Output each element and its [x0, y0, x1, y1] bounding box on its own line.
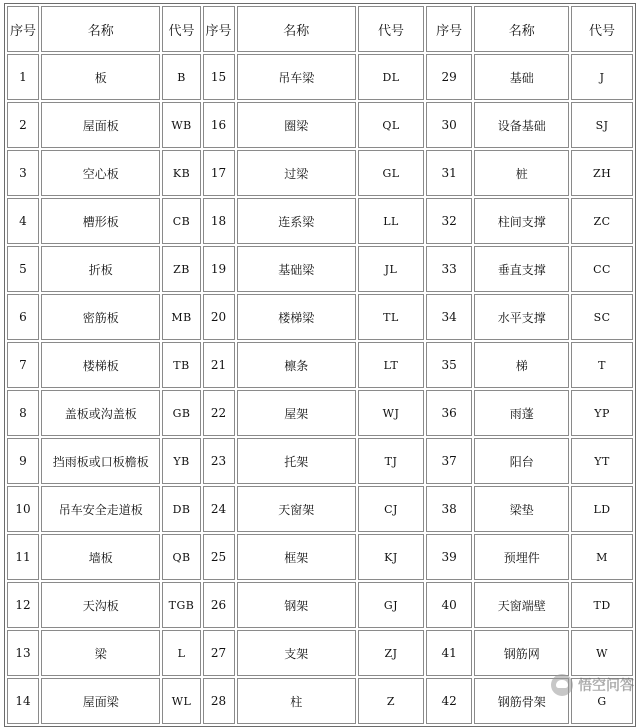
code-cell: KJ — [358, 534, 424, 580]
index-cell: 29 — [426, 54, 472, 100]
index-cell: 39 — [426, 534, 472, 580]
name-cell: 支架 — [237, 630, 357, 676]
code-cell: LT — [358, 342, 424, 388]
watermark — [551, 672, 634, 698]
name-cell: 钢架 — [237, 582, 357, 628]
column-header-index: 序号 — [426, 6, 472, 52]
name-cell: 梯 — [474, 342, 569, 388]
column-header-code: 代号 — [358, 6, 424, 52]
table-header-row — [7, 6, 633, 52]
index-cell: 4 — [7, 198, 39, 244]
name-cell: 过梁 — [237, 150, 357, 196]
index-cell: 5 — [7, 246, 39, 292]
index-cell: 11 — [7, 534, 39, 580]
name-cell: 设备基础 — [474, 102, 569, 148]
column-header-index: 序号 — [7, 6, 39, 52]
table-row — [7, 342, 633, 388]
table-row — [7, 678, 633, 724]
code-cell: LL — [358, 198, 424, 244]
index-cell: 9 — [7, 438, 39, 484]
name-cell: 阳台 — [474, 438, 569, 484]
code-cell: ZC — [571, 198, 633, 244]
name-cell: 框架 — [237, 534, 357, 580]
table-row — [7, 294, 633, 340]
name-cell: 挡雨板或口板檐板 — [41, 438, 161, 484]
code-cell: MB — [162, 294, 200, 340]
name-cell: 墙板 — [41, 534, 161, 580]
name-cell: 屋架 — [237, 390, 357, 436]
index-cell: 10 — [7, 486, 39, 532]
index-cell: 22 — [203, 390, 235, 436]
name-cell: 圈梁 — [237, 102, 357, 148]
name-cell: 预埋件 — [474, 534, 569, 580]
column-header-name: 名称 — [41, 6, 161, 52]
name-cell: 柱间支撑 — [474, 198, 569, 244]
index-cell: 38 — [426, 486, 472, 532]
index-cell: 2 — [7, 102, 39, 148]
name-cell: 钢筋网 — [474, 630, 569, 676]
code-cell: Z — [358, 678, 424, 724]
index-cell: 17 — [203, 150, 235, 196]
index-cell: 34 — [426, 294, 472, 340]
name-cell: 盖板或沟盖板 — [41, 390, 161, 436]
column-header-code: 代号 — [162, 6, 200, 52]
code-cell: KB — [162, 150, 200, 196]
code-cell: LD — [571, 486, 633, 532]
index-cell: 1 — [7, 54, 39, 100]
name-cell: 吊车梁 — [237, 54, 357, 100]
name-cell: 楼梯板 — [41, 342, 161, 388]
code-cell: YT — [571, 438, 633, 484]
name-cell: 板 — [41, 54, 161, 100]
index-cell: 21 — [203, 342, 235, 388]
code-cell: SC — [571, 294, 633, 340]
code-cell: ZH — [571, 150, 633, 196]
code-cell: T — [571, 342, 633, 388]
watermark-text: 悟空问答 — [578, 678, 634, 694]
name-cell: 桩 — [474, 150, 569, 196]
index-cell: 20 — [203, 294, 235, 340]
code-cell: ZJ — [358, 630, 424, 676]
table-body — [7, 54, 633, 724]
code-cell: WJ — [358, 390, 424, 436]
table-row — [7, 534, 633, 580]
name-cell: 折板 — [41, 246, 161, 292]
name-cell: 柱 — [237, 678, 357, 724]
code-cell: DB — [162, 486, 200, 532]
code-cell: TB — [162, 342, 200, 388]
column-header-index: 序号 — [203, 6, 235, 52]
name-cell: 天窗架 — [237, 486, 357, 532]
table-row — [7, 486, 633, 532]
index-cell: 30 — [426, 102, 472, 148]
index-cell: 24 — [203, 486, 235, 532]
name-cell: 水平支撑 — [474, 294, 569, 340]
name-cell: 空心板 — [41, 150, 161, 196]
code-cell: WB — [162, 102, 200, 148]
name-cell: 基础 — [474, 54, 569, 100]
index-cell: 14 — [7, 678, 39, 724]
name-cell: 托架 — [237, 438, 357, 484]
code-cell: M — [571, 534, 633, 580]
code-cell: YB — [162, 438, 200, 484]
code-cell: G — [571, 678, 633, 724]
name-cell: 天沟板 — [41, 582, 161, 628]
name-cell: 梁 — [41, 630, 161, 676]
code-cell: TJ — [358, 438, 424, 484]
index-cell: 33 — [426, 246, 472, 292]
index-cell: 25 — [203, 534, 235, 580]
code-cell: CC — [571, 246, 633, 292]
name-cell: 楼梯梁 — [237, 294, 357, 340]
code-cell: TD — [571, 582, 633, 628]
table-row — [7, 438, 633, 484]
code-cell: YP — [571, 390, 633, 436]
name-cell: 梁垫 — [474, 486, 569, 532]
code-cell: GB — [162, 390, 200, 436]
index-cell: 16 — [203, 102, 235, 148]
name-cell: 垂直支撑 — [474, 246, 569, 292]
index-cell: 8 — [7, 390, 39, 436]
code-cell: GL — [358, 150, 424, 196]
index-cell: 40 — [426, 582, 472, 628]
index-cell: 23 — [203, 438, 235, 484]
index-cell: 13 — [7, 630, 39, 676]
name-cell: 屋面板 — [41, 102, 161, 148]
index-cell: 12 — [7, 582, 39, 628]
name-cell: 槽形板 — [41, 198, 161, 244]
index-cell: 41 — [426, 630, 472, 676]
column-header-name: 名称 — [474, 6, 569, 52]
code-cell: ZB — [162, 246, 200, 292]
index-cell: 18 — [203, 198, 235, 244]
code-cell: CJ — [358, 486, 424, 532]
name-cell: 密筋板 — [41, 294, 161, 340]
index-cell: 28 — [203, 678, 235, 724]
index-cell: 27 — [203, 630, 235, 676]
code-cell: TGB — [162, 582, 200, 628]
table-row — [7, 390, 633, 436]
table-row — [7, 582, 633, 628]
code-cell: QL — [358, 102, 424, 148]
name-cell: 基础梁 — [237, 246, 357, 292]
index-cell: 31 — [426, 150, 472, 196]
table-row — [7, 150, 633, 196]
name-cell: 屋面梁 — [41, 678, 161, 724]
index-cell: 6 — [7, 294, 39, 340]
code-cell: WL — [162, 678, 200, 724]
code-cell: J — [571, 54, 633, 100]
code-cell: QB — [162, 534, 200, 580]
table-row — [7, 630, 633, 676]
index-cell: 42 — [426, 678, 472, 724]
table-row — [7, 102, 633, 148]
column-header-code: 代号 — [571, 6, 633, 52]
code-cell: SJ — [571, 102, 633, 148]
name-cell: 天窗端壁 — [474, 582, 569, 628]
name-cell: 连系梁 — [237, 198, 357, 244]
index-cell: 19 — [203, 246, 235, 292]
column-header-name: 名称 — [237, 6, 357, 52]
name-cell: 檩条 — [237, 342, 357, 388]
code-cell: B — [162, 54, 200, 100]
component-code-table — [4, 3, 636, 727]
wukong-logo-icon — [551, 674, 573, 696]
table-row — [7, 54, 633, 100]
code-cell: W — [571, 630, 633, 676]
index-cell: 15 — [203, 54, 235, 100]
index-cell: 35 — [426, 342, 472, 388]
code-cell: JL — [358, 246, 424, 292]
name-cell: 雨蓬 — [474, 390, 569, 436]
index-cell: 7 — [7, 342, 39, 388]
index-cell: 32 — [426, 198, 472, 244]
code-cell: GJ — [358, 582, 424, 628]
name-cell: 钢筋骨架 — [474, 678, 569, 724]
index-cell: 26 — [203, 582, 235, 628]
index-cell: 36 — [426, 390, 472, 436]
table-row — [7, 198, 633, 244]
code-cell: CB — [162, 198, 200, 244]
index-cell: 37 — [426, 438, 472, 484]
code-cell: TL — [358, 294, 424, 340]
code-cell: DL — [358, 54, 424, 100]
code-cell: L — [162, 630, 200, 676]
index-cell: 3 — [7, 150, 39, 196]
table-row — [7, 246, 633, 292]
name-cell: 吊车安全走道板 — [41, 486, 161, 532]
component-code-table-container — [4, 3, 636, 727]
